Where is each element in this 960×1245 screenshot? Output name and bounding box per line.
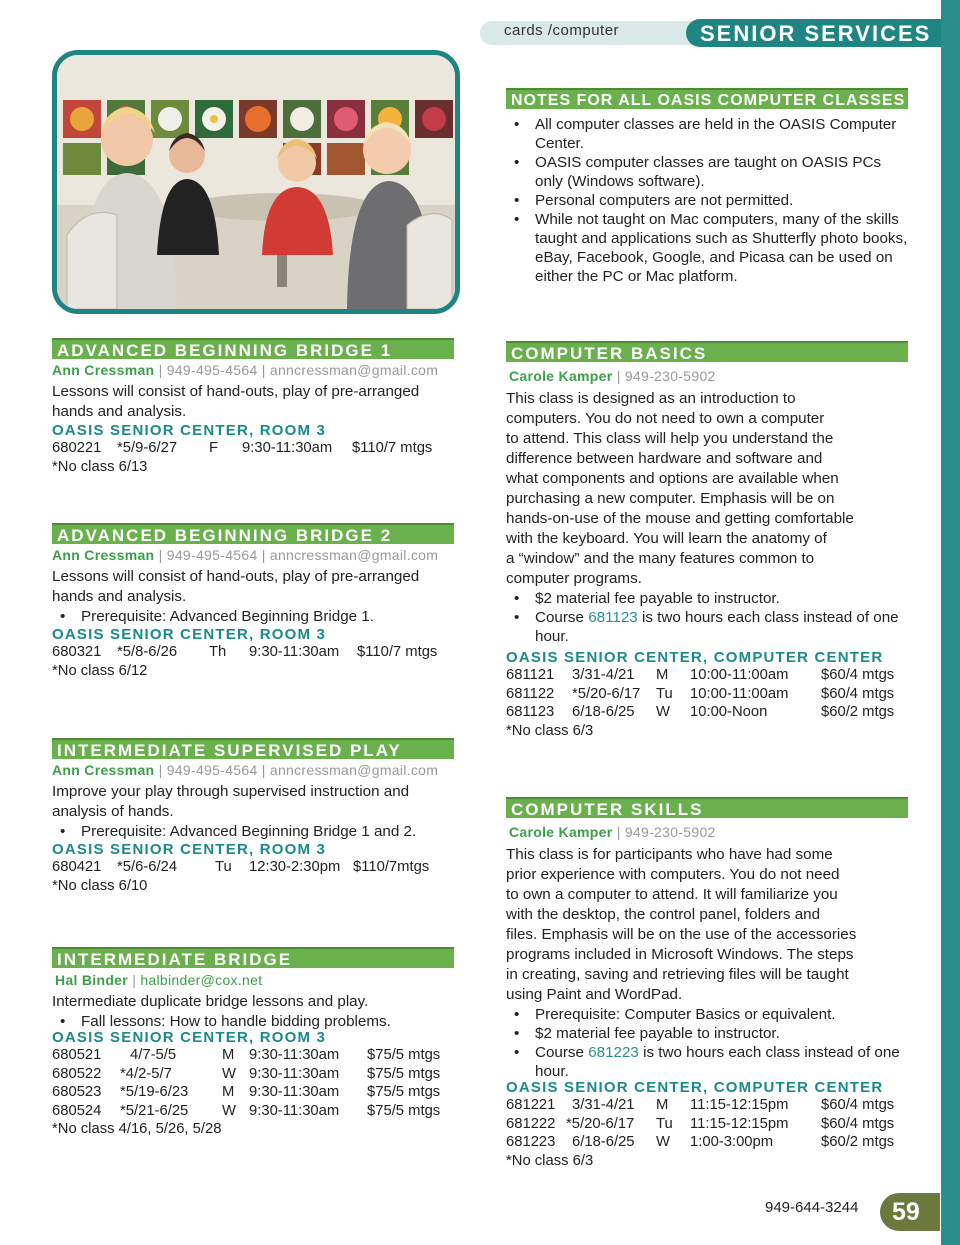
course-location: OASIS SENIOR CENTER, COMPUTER CENTER [506,649,884,666]
class-day: W [222,1102,236,1119]
instructor-email[interactable]: halbinder@cox.net [140,972,263,988]
class-fee: $75/5 mtgs [367,1047,441,1063]
class-time: 9:30-11:30am [249,1084,340,1100]
course-bullet: • Prerequisite: Computer Basics or equivalent. [506,1005,908,1024]
course-location: OASIS SENIOR CENTER, ROOM 3 [52,1029,327,1046]
schedule-row [506,1115,908,1134]
course-description: Lessons will consist of hand-outs, play of pre-arranged hands and analysis. [52,383,420,420]
course-title: COMPUTER SKILLS [506,797,908,818]
course-bullet: • $2 material fee payable to instructor. [506,1024,908,1043]
course-adv-beg-bridge-1 [52,338,454,476]
instructor-phone: 949-495-4564 [166,362,258,378]
class-day: W [656,704,670,720]
class-time: 9:30-11:30am [249,1047,340,1063]
schedule-row [52,1046,454,1065]
class-fee: $110/7mtgs [353,859,430,875]
course-bullets [52,822,454,841]
class-fee: $60/2 mtgs [821,704,895,720]
course-bullets [506,1005,908,1081]
course-bullet: • Course 681123 is two hours each class instead of one hour. [506,608,908,646]
description-line: prior experience with computers. You do not need [506,866,840,883]
schedule-row [52,1065,454,1084]
class-time: 9:30-11:30am [249,644,340,660]
notes-item: • OASIS computer classes are taught on OASIS PCs only (Windows software). [506,153,908,191]
class-day: F [209,440,219,456]
instructor-line: Hal Binder | halbinder@cox.net [55,972,263,988]
instructor-line: Ann Cressman | 949-495-4564 | anncressman@gmail.com [52,547,439,563]
class-note: *No class 6/13 [52,458,148,475]
instructor-name: Carole Kamper [509,824,613,840]
description-line: purchasing a new computer. Emphasis will be on [506,490,835,507]
notes-heading: NOTES FOR ALL OASIS COMPUTER CLASSES [506,88,908,109]
class-note: *No class 6/12 [52,662,148,679]
class-time: 10:00-11:00am [690,667,789,683]
description-line: to attend. This class will help you understand the [506,430,834,447]
course-computer-skills [506,797,908,1170]
class-dates: *4/2-5/7 [120,1065,172,1082]
page-number: 59 [880,1193,940,1231]
schedule-row [506,666,908,685]
class-time: 10:00-Noon [690,704,768,720]
course-description: Lessons will consist of hand-outs, play of pre-arranged hands and analysis. [52,568,420,605]
notes-list [506,115,908,286]
schedule-row [52,1083,454,1102]
instructor-phone: 949-495-4564 [166,547,258,563]
class-time: 9:30-11:30am [249,1065,340,1082]
instructor-phone: 949-230-5902 [624,368,716,384]
class-fee: $60/4 mtgs [821,685,895,702]
description-line: what components and options are available when [506,470,839,487]
class-dates: 6/18-6/25 [572,1134,635,1150]
class-dates: 6/18-6/25 [572,704,635,720]
course-title: INTERMEDIATE SUPERVISED PLAY [52,738,454,759]
course-location: OASIS SENIOR CENTER, ROOM 3 [52,422,327,439]
description-line: a “window” and the many features common to [506,550,815,567]
class-time: 11:15-12:15pm [690,1115,789,1132]
instructor-name: Ann Cressman [52,362,155,378]
class-code: 680521 [52,1047,102,1063]
instructor-email[interactable]: anncressman@gmail.com [269,762,439,778]
course-bullets [52,607,454,626]
class-day: M [222,1084,235,1100]
description-line: This class is for participants who have had some [506,846,833,863]
photo-illustration [57,55,455,309]
class-dates: *5/20-6/17 [566,1115,635,1132]
photo-seniors [52,50,460,314]
course-description [506,389,908,589]
course-description [506,845,908,1005]
class-day: Tu [215,859,232,875]
class-day: W [222,1065,236,1082]
class-fee: $75/5 mtgs [367,1065,441,1082]
class-code: 680523 [52,1084,102,1100]
schedule-row [52,858,454,877]
schedule-row [52,643,454,662]
class-code: 681222 [506,1115,556,1132]
class-day: W [656,1134,670,1150]
class-code: 681223 [506,1134,556,1150]
course-title: COMPUTER BASICS [506,341,908,362]
description-line: to own a computer to attend. It will familiarize you [506,886,838,903]
description-line: computers. You do not need to own a computer [506,410,825,427]
class-dates: 4/7-5/5 [130,1047,177,1063]
course-bullet: • Prerequisite: Advanced Beginning Bridge 1. [52,607,454,626]
instructor-name: Ann Cressman [52,762,155,778]
class-fee: $75/5 mtgs [367,1084,441,1100]
instructor-name: Ann Cressman [52,547,155,563]
instructor-phone: 949-495-4564 [166,762,258,778]
description-line: hands-on-use of the mouse and getting comfortable [506,510,854,527]
instructor-email[interactable]: anncressman@gmail.com [269,362,439,378]
course-title: ADVANCED BEGINNING BRIDGE 2 [52,523,454,544]
instructor-phone: 949-230-5902 [624,824,716,840]
course-bullet: • Prerequisite: Advanced Beginning Bridge 1 and 2. [52,822,454,841]
class-day: Th [209,644,227,660]
notes-item: • Personal computers are not permitted. [506,191,908,210]
description-line: programs included in Microsoft Windows. The steps [506,946,854,963]
class-code: 680421 [52,859,102,875]
class-note: *No class 6/10 [52,877,148,894]
class-note: *No class 6/3 [506,722,594,739]
schedule-row [52,1102,454,1121]
notes-item: • All computer classes are held in the OASIS Computer Center. [506,115,908,153]
class-fee: $110/7 mtgs [357,644,438,660]
course-title: ADVANCED BEGINNING BRIDGE 1 [52,338,454,359]
schedule-row [506,685,908,704]
notes-item: • While not taught on Mac computers, many of the skills taught and applications such as Shutterfly photo books, eBay, Facebook, Google, and Picasa can be used on either the PC or Mac platform. [506,210,908,286]
footer-phone: 949-644-3244 [765,1199,859,1216]
class-code: 680321 [52,644,102,660]
class-time: 10:00-11:00am [690,685,789,702]
class-dates: 3/31-4/21 [572,1097,635,1113]
instructor-email[interactable]: anncressman@gmail.com [269,547,439,563]
class-fee: $75/5 mtgs [367,1102,441,1119]
notes-section [506,88,908,286]
class-code: 681122 [506,685,555,702]
class-fee: $60/4 mtgs [821,1115,895,1132]
class-time: 1:00-3:00pm [690,1134,774,1150]
course-bullets [506,589,908,646]
class-time: 12:30-2:30pm [249,859,341,875]
section-tab-label: cards /computer [504,22,620,39]
class-code: 681123 [506,704,555,720]
class-dates: *5/8-6/26 [117,644,178,660]
course-location: OASIS SENIOR CENTER, COMPUTER CENTER [506,1079,884,1096]
course-bullet: • $2 material fee payable to instructor. [506,589,908,608]
class-fee: $60/4 mtgs [821,1097,895,1113]
class-day: Tu [656,685,673,702]
class-code: 680221 [52,440,102,456]
class-code: 680524 [52,1102,102,1119]
course-link[interactable]: 681223 [588,1044,639,1061]
class-fee: $110/7 mtgs [352,440,433,456]
course-intermediate-bridge [52,947,454,1139]
class-code: 680522 [52,1065,102,1082]
course-intermediate-supervised-play [52,738,454,895]
class-day: Tu [656,1115,673,1132]
course-description: Improve your play through supervised instruction and analysis of hands. [52,783,410,820]
description-line: with the keyboard. You will learn the anatomy of [506,530,827,547]
class-dates: *5/6-6/24 [117,859,178,875]
class-time: 9:30-11:30am [249,1102,340,1119]
class-dates: *5/21-6/25 [120,1102,189,1119]
description-line: using Paint and WordPad. [506,986,683,1003]
instructor-line: Carole Kamper | 949-230-5902 [509,824,716,840]
class-day: M [656,1097,669,1113]
course-description: Intermediate duplicate bridge lessons and play. [52,993,369,1010]
description-line: in creating, saving and retrieving files will be taught [506,966,849,983]
schedule-row [52,439,454,458]
description-line: with the desktop, the control panel, folders and [506,906,821,923]
class-dates: *5/9-6/27 [117,440,178,456]
right-edge-bar [941,0,960,1245]
class-fee: $60/2 mtgs [821,1134,895,1150]
class-fee: $60/4 mtgs [821,667,895,683]
schedule-row [506,1133,908,1152]
course-link[interactable]: 681123 [588,609,638,626]
description-line: This class is designed as an introduction to [506,390,796,407]
class-code: 681121 [506,667,555,683]
class-note: *No class 4/16, 5/26, 5/28 [52,1121,222,1137]
class-day: M [222,1047,235,1063]
class-day: M [656,667,669,683]
schedule-row [506,1096,908,1115]
course-adv-beg-bridge-2 [52,523,454,680]
class-code: 681221 [506,1097,556,1113]
course-location: OASIS SENIOR CENTER, ROOM 3 [52,626,327,643]
class-note: *No class 6/3 [506,1152,594,1169]
instructor-line: Ann Cressman | 949-495-4564 | anncressman@gmail.com [52,762,439,778]
description-line: files. Emphasis will be on the use of the accessories [506,926,857,943]
description-line: difference between hardware and software and [506,450,823,467]
class-dates: 3/31-4/21 [572,667,635,683]
class-dates: *5/20-6/17 [572,685,641,702]
page-banner: SENIOR SERVICES [686,19,941,47]
course-computer-basics [506,341,908,740]
instructor-line: Carole Kamper | 949-230-5902 [509,368,716,384]
course-bullet: • Course 681223 is two hours each class instead of one hour. [506,1043,908,1081]
course-location: OASIS SENIOR CENTER, ROOM 3 [52,841,327,858]
schedule-row [506,703,908,722]
course-bullet: • Fall lessons: How to handle bidding problems. [52,1012,454,1031]
instructor-line: Ann Cressman | 949-495-4564 | anncressman@gmail.com [52,362,439,378]
class-dates: *5/19-6/23 [120,1084,189,1100]
course-title: INTERMEDIATE BRIDGE [52,947,454,968]
instructor-name: Hal Binder [55,972,129,988]
class-time: 9:30-11:30am [242,440,333,456]
class-time: 11:15-12:15pm [690,1097,789,1113]
course-bullets [52,1012,454,1031]
description-line: computer programs. [506,570,642,587]
instructor-name: Carole Kamper [509,368,613,384]
